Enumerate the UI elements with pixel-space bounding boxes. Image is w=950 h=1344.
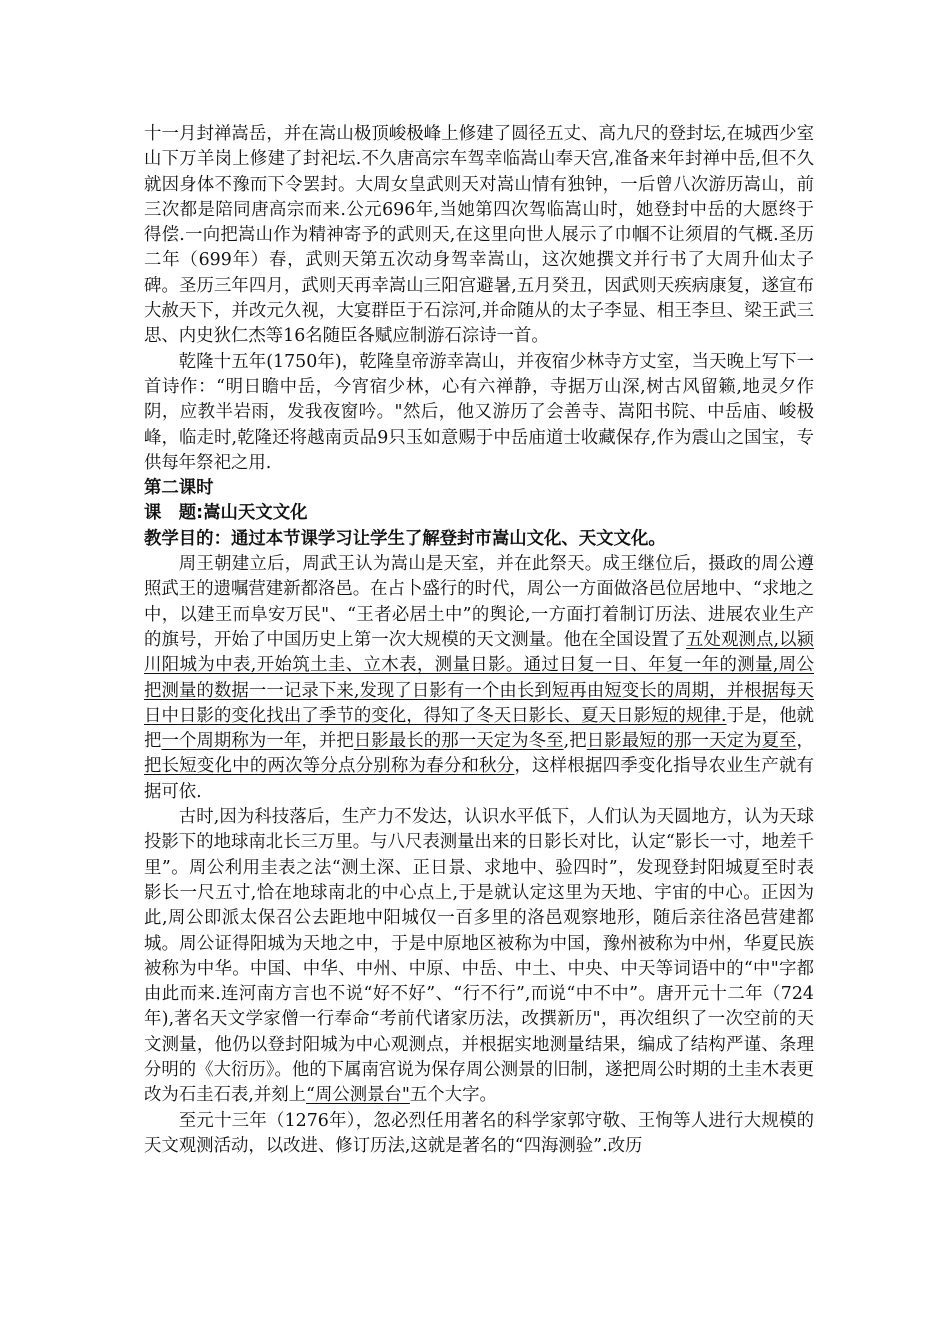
underlined-text: 日影最长的那一天定为冬至: [353, 731, 564, 752]
text-segment: 古时,因为科技落后，生产力不发达，认识水平低下，人们认为天圆地方，认为天球投影下的地球南北长三万里。与八尺表测量出来的日影长对比，认定“影长一寸，地差千里”。周公利用圭表之法“测土深、正日景、求地中、验四时”，发现登封阳城夏至时表影长一尺五寸,恰在地球南北的中心点上,于是就认定这里为天地、宇宙的中心。正因为此,周公即派太保召公去距地中阳城仅一百多里的洛邑观察地形，随后亲往洛邑营建都城。周公证得阳城为天地之中，于是中原地区被称为中国，豫州被称为中州，华夏民族被称为中华。中国、中华、中州、中原、中岳、中土、中央、中天等词语中的“中"字都由此而来.连河南方言也不说“好不好”、“行不行”,而说“中不中”。唐开元十二年（724年),著名天文学家僧一行奉命“考前代诸家历法，改撰新历"，再次组织了一次空前的天文测量，他仍以登封阳城为中心观测点，并根据实地测量结果，编成了结构严谨、条理分明的《大衍历》。他的下属南宫说为保存周公测景的旧制，遂把周公时期的土圭木表更改为石圭石表,并刻上: [144, 807, 814, 1106]
underlined-text: 一个周期称为一年: [161, 731, 302, 752]
paragraph-duke-zhou: [144, 552, 814, 805]
text-segment: ，这样根据四季变化指导农业生产就有据可依.: [144, 756, 814, 802]
paragraph-wu-zetian: 十一月封禅嵩岳，并在嵩山极顶峻极峰上修建了圆径五丈、高九尺的登封坛,在城西少室山下万羊岗上修建了封祀坛.不久唐高宗车驾幸临嵩山奉天宫,准备来年封禅中岳,但不久就因身体不豫而下令罢封。大周女皇武则天对嵩山情有独钟，一后曾八次游历嵩山，前三次都是陪同唐高宗而来.公元696年,当她第四次驾临嵩山时，她登封中岳的大愿终于得偿.一向把嵩山作为精神寄予的武则天,在这里向世人展示了巾帼不让须眉的气概.圣历二年（699年）春，武则天第五次动身驾幸嵩山，这次她撰文并行书了大周升仙太子碑。圣历三年四月，武则天再幸嵩山三阳宫避暑,五月癸丑，因武则天疾病康复，遂宣布大赦天下，并改元久视，大宴群臣于石淙河,并命随从的太子李显、相王李旦、梁王武三思、内史狄仁杰等16名随臣各赋应制游石淙诗一首。: [144, 124, 814, 347]
paragraph-qianlong: 乾隆十五年(1750年)，乾隆皇帝游幸嵩山，并夜宿少林寺方丈室，当天晚上写下一首诗作：“明日瞻中岳，今宵宿少林，心有六禅静，寺据万山深,树古风留籁,地灵夕作阴，应教半岩雨，发我夜窗吟。"然后，他又游历了会善寺、嵩阳书院、中岳庙、峻极峰，临走时,乾隆还将越南贡品9只玉如意赐于中岳庙道士收藏保存,作为震山之国宝，专供每年祭祀之用.: [144, 351, 814, 473]
underlined-text: 把长短变化中的两次等分点分别称为春分和秋分: [144, 756, 515, 777]
text-segment: 五个大字。: [409, 1085, 497, 1106]
paragraph-yuan-dynasty: 至元十三年（1276年），忽必烈任用著名的科学家郭守敬、王恂等人进行大规模的天文观测活动，以改进、修订历法,这就是著名的“四海测验”.改历: [144, 1110, 814, 1156]
text-segment: ,把: [563, 731, 587, 752]
underlined-text: 五处观测点,: [686, 629, 780, 650]
text-segment: ，并把: [301, 731, 354, 752]
underlined-text: “周公测景台": [306, 1085, 410, 1106]
objective-line: 教学目的：通过本节课学习让学生了解登封市嵩山文化、天文文化。: [144, 528, 666, 549]
topic-line: 课 题:嵩山天文文化: [144, 503, 308, 524]
text-segment: ，: [796, 731, 814, 752]
lesson-heading: 第二课时: [144, 478, 214, 499]
text-segment: 于是，他就把: [144, 705, 814, 752]
underlined-text: 以颍川阳城为中表,开始筑土圭、立木表，测量日影。通过日复一日、年复一年的测量,周公把测量的数据一一记录下来,发现了日影有一个由长到短再由短变长的周期，并根据每天日中日影的变化找出了季节的变化，得知了冬天日影长、夏天日影短的规律.: [144, 629, 814, 726]
paragraph-center-of-earth: [144, 805, 814, 1109]
text-segment: 周王朝建立后，周武王认为嵩山是天室，并在此祭天。成王继位后，摄政的周公遵照武王的遗嘱营建新都洛邑。在占卜盛行的时代，周公一方面做洛邑位居地中、“求地之中，以建王而阜安万民"、“王者必居土中”的舆论,一方面打着制订历法、进展农业生产的旗号，开始了中国历史上第一次大规模的天文测量。他在全国设置了: [144, 554, 814, 650]
document-body: [144, 122, 814, 1159]
underlined-text: 日影最短的那一天定为夏至: [586, 731, 797, 752]
